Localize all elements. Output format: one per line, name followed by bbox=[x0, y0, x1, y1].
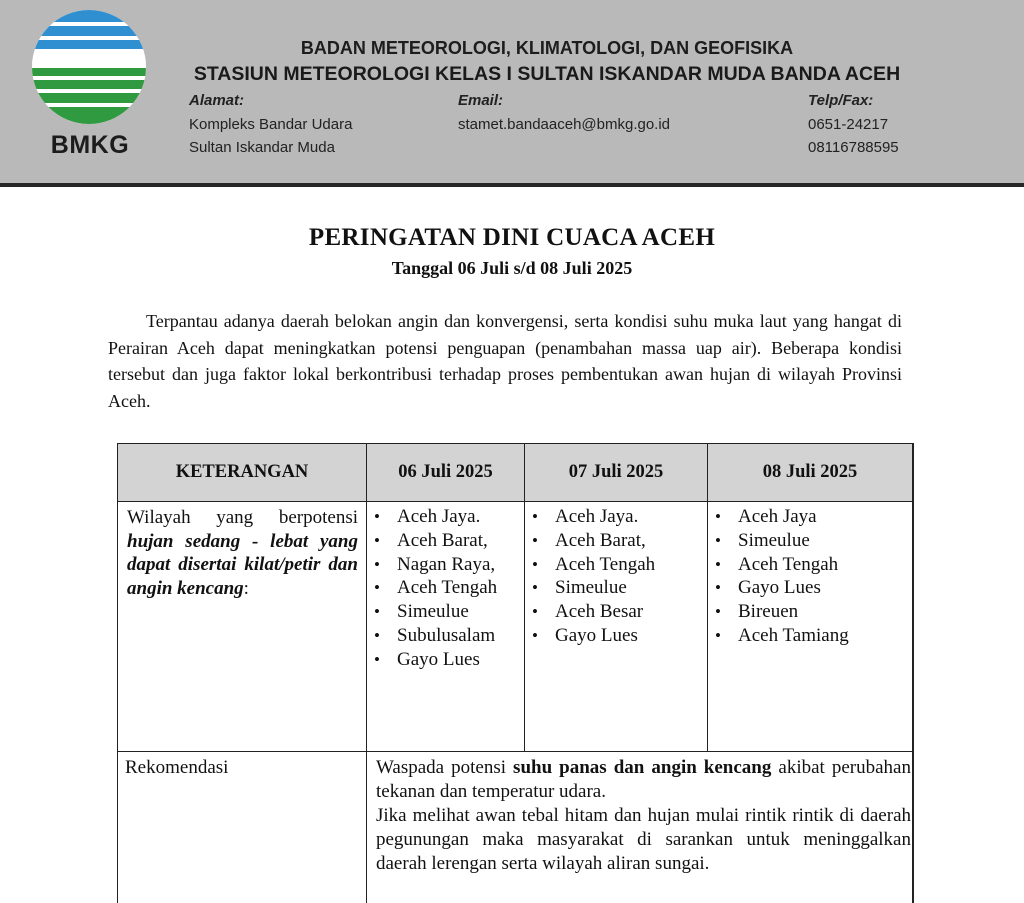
list-item: • Aceh Jaya bbox=[708, 505, 912, 529]
list-item: • Aceh Besar bbox=[525, 600, 707, 624]
recommendation-text-part: Waspada potensi bbox=[376, 757, 514, 778]
table-border bbox=[912, 443, 914, 903]
list-item: • Subulusalam bbox=[367, 624, 524, 648]
table-cell-day2 bbox=[524, 501, 707, 751]
table-cell-day3 bbox=[707, 501, 912, 751]
email-label: Email: bbox=[458, 92, 504, 109]
recommendation-text bbox=[367, 752, 911, 876]
area-label-plain: Wilayah yang berpotensi bbox=[127, 507, 358, 528]
document-date-range: Tanggal 06 Juli s/d 08 Juli 2025 bbox=[391, 258, 633, 278]
list-item: • Nagan Raya, bbox=[367, 553, 524, 577]
agency-name: BADAN METEOROLOGI, KLIMATOLOGI, DAN GEOFISIKA bbox=[300, 38, 794, 58]
list-item: • Simeulue bbox=[367, 600, 524, 624]
region-list-day2 bbox=[525, 505, 707, 648]
list-item: • Aceh Jaya. bbox=[525, 505, 707, 529]
list-item: • Simeulue bbox=[708, 529, 912, 553]
region-list-day1 bbox=[367, 505, 524, 672]
phone-label: Telp/Fax: bbox=[808, 92, 874, 109]
table-header-cell: KETERANGAN bbox=[117, 443, 366, 501]
list-item: • Aceh Tengah bbox=[708, 553, 912, 577]
area-label-end: : bbox=[243, 577, 249, 599]
phone-number: 08116788595 bbox=[808, 139, 899, 156]
area-label bbox=[118, 502, 366, 600]
logo-text: BMKG bbox=[50, 131, 130, 159]
list-item: • Bireuen bbox=[708, 600, 912, 624]
table-cell-recommendation-label bbox=[117, 751, 366, 903]
list-item: • Aceh Barat, bbox=[367, 529, 524, 553]
recommendation-text-part: akibat perubahan tekanan dan temperatur udara. bbox=[376, 757, 911, 802]
email-address: stamet.bandaaceh@bmkg.go.id bbox=[458, 116, 671, 133]
list-item: • Simeulue bbox=[525, 576, 707, 600]
list-item: • Aceh Tamiang bbox=[708, 624, 912, 648]
recommendation-paragraph: Jika melihat awan tebal hitam dan hujan mulai rintik rintik di daerah pegunungan maka masyarakat di sarankan untuk meninggalkan daerah lerengan serta wilayah aliran sungai. bbox=[376, 805, 911, 874]
list-item: • Aceh Tengah bbox=[367, 576, 524, 600]
region-list-day3 bbox=[708, 505, 912, 648]
recommendation-label: Rekomendasi bbox=[125, 757, 229, 778]
list-item: • Gayo Lues bbox=[367, 648, 524, 672]
station-name: STASIUN METEOROLOGI KELAS I SULTAN ISKANDAR MUDA BANDA ACEH bbox=[193, 63, 901, 85]
list-item: • Aceh Barat, bbox=[525, 529, 707, 553]
letterhead-divider bbox=[0, 183, 1024, 187]
list-item: • Aceh Jaya. bbox=[367, 505, 524, 529]
address-label: Alamat: bbox=[189, 92, 245, 109]
area-label-emphasis: hujan sedang - lebat yang dapat disertai kilat/petir dan angin kencang bbox=[127, 530, 358, 599]
warning-table bbox=[117, 443, 913, 903]
list-item: • Aceh Tengah bbox=[525, 553, 707, 577]
table-cell-area-label bbox=[117, 501, 366, 751]
table-header-cell: 06 Juli 2025 bbox=[366, 443, 524, 501]
phone-number: 0651-24217 bbox=[808, 116, 889, 133]
list-item: • Gayo Lues bbox=[525, 624, 707, 648]
table-cell-day1 bbox=[366, 501, 524, 751]
letterhead bbox=[0, 0, 1024, 183]
recommendation-emphasis: suhu panas dan angin kencang bbox=[513, 757, 772, 778]
address-line: Sultan Iskandar Muda bbox=[189, 139, 335, 156]
address-line: Kompleks Bandar Udara bbox=[189, 116, 353, 133]
document-title: PERINGATAN DINI CUACA ACEH bbox=[308, 224, 716, 251]
table-header-cell: 08 Juli 2025 bbox=[707, 443, 912, 501]
recommendation-paragraph bbox=[376, 756, 911, 804]
table-cell-recommendation-text bbox=[366, 751, 912, 903]
intro-paragraph: Terpantau adanya daerah belokan angin dan konvergensi, serta kondisi suhu muka laut yang hangat di Perairan Aceh dapat meningkatkan potensi penguapan (penambahan massa uap air). Beberapa kondisi tersebut dan juga faktor lokal berkontribusi terhadap proses pembentukan awan hujan di wilayah Provinsi Aceh. bbox=[108, 311, 902, 411]
list-item: • Gayo Lues bbox=[708, 576, 912, 600]
bmkg-logo-icon bbox=[30, 8, 148, 126]
table-header-cell: 07 Juli 2025 bbox=[524, 443, 707, 501]
